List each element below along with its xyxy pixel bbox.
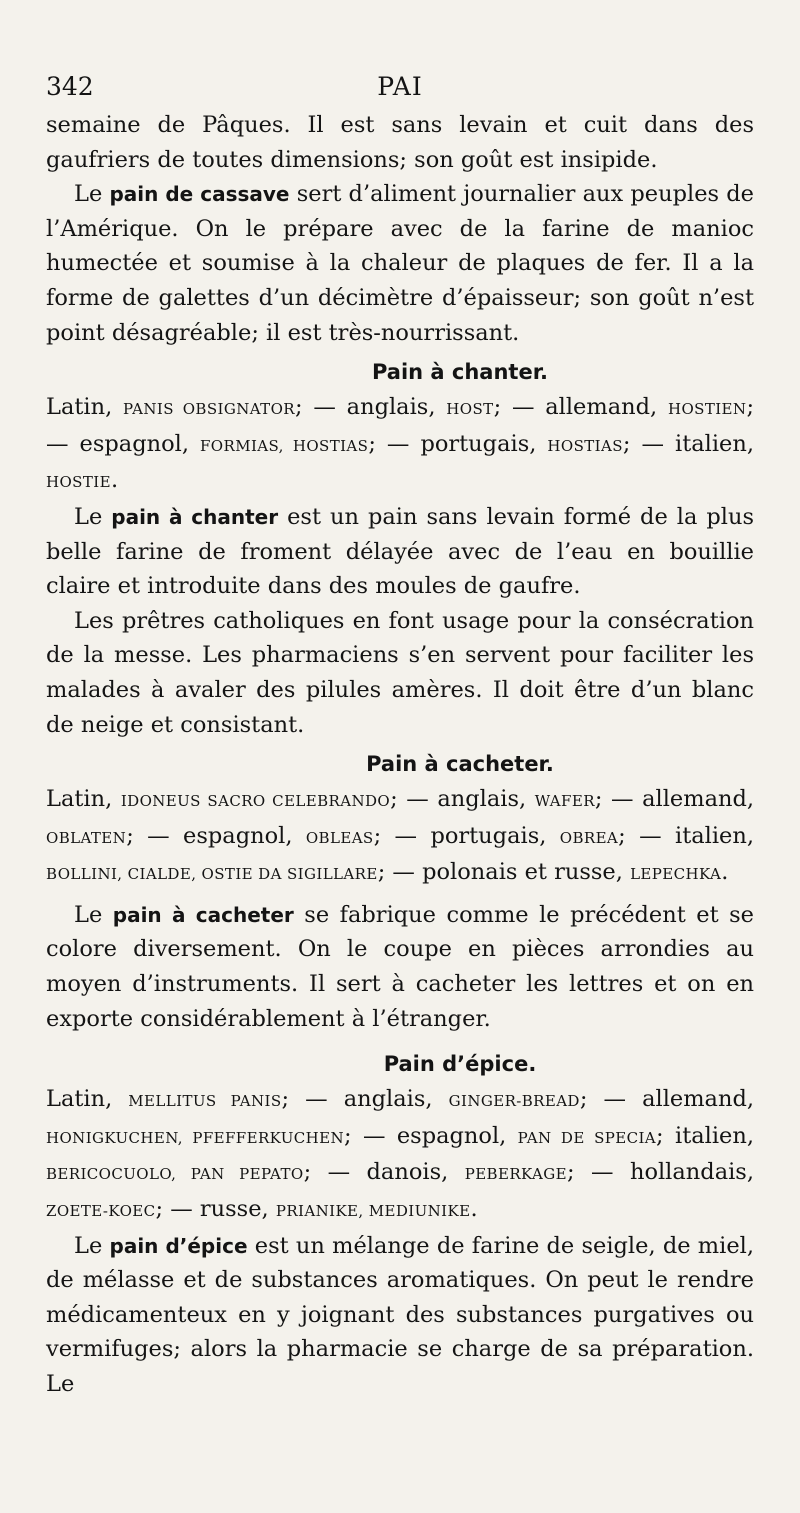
sep: ; —: [493, 394, 546, 421]
lang-label: espagnol,: [183, 822, 306, 849]
sep: ; —: [390, 786, 438, 813]
sep: ; —: [294, 394, 347, 421]
spacer: [46, 1036, 754, 1042]
sep: ; —: [567, 1159, 630, 1186]
term-pain-a-chanter: pain à chanter: [111, 504, 279, 529]
term-cassave: pain de cassave: [109, 182, 290, 207]
sep: ; —: [344, 1122, 397, 1149]
names-pain-a-cacheter: [46, 782, 754, 892]
lang-label: italien,: [675, 1122, 755, 1149]
term: MELLITUS PANIS: [128, 1092, 282, 1111]
lang-label: espagnol,: [79, 430, 200, 457]
lang-label: Latin,: [46, 786, 121, 813]
sep: ; —: [281, 1086, 344, 1113]
sep: .: [470, 1196, 478, 1223]
term: HOSTIEN: [667, 400, 747, 419]
lang-label: portugais,: [430, 822, 560, 849]
lang-label: danois,: [366, 1159, 465, 1186]
term: HOST: [446, 400, 494, 419]
sep: ; —: [373, 822, 431, 849]
sep: ;: [656, 1122, 675, 1149]
sep: ; —: [126, 822, 184, 849]
sep: .: [721, 859, 729, 886]
heading-pain-a-chanter: Pain à chanter.: [371, 360, 549, 385]
lang-label: russe,: [199, 1196, 276, 1223]
lang-label: anglais,: [437, 786, 535, 813]
sep: ; —: [579, 1086, 643, 1113]
sep: ; —: [303, 1159, 367, 1186]
sep: ; —: [155, 1196, 200, 1223]
term: PEBERKAGE: [464, 1165, 567, 1184]
paragraph-epice-1: [46, 1229, 754, 1402]
paragraph-chanter-1: [46, 500, 754, 604]
term-pain-d-epice: pain d’épice: [109, 1233, 248, 1258]
lang-label: allemand,: [642, 1086, 754, 1113]
lang-label: anglais,: [346, 394, 447, 421]
lang-label: italien,: [675, 822, 755, 849]
term: IDONEUS SACRO CELEBRANDO: [120, 792, 391, 811]
term: PANIS OBSIGNATOR: [123, 400, 295, 419]
heading-pain-d-epice: Pain d’épice.: [383, 1052, 537, 1077]
lang-label: allemand,: [545, 394, 668, 421]
text-span: sert d’aliment journalier aux peuples de l’Amérique. On le prépare avec de la farine de manioc humectée et soumise à la chaleur de plaques de fer. Il a la forme de galettes d’un décimètre d’épaisseur; son goût n’est point désagréable; il est très-nourrissant.: [46, 181, 754, 346]
heading-pain-a-cacheter: Pain à cacheter.: [366, 752, 554, 777]
term: FORMIAS, HOSTIAS: [200, 436, 369, 455]
term: PRIANIKE, MEDIUNIKE: [275, 1202, 471, 1221]
lang-label: portugais,: [420, 430, 548, 457]
term: LEPECHKA: [630, 865, 722, 884]
running-title: PAI: [377, 72, 423, 101]
paragraph-cassave: [46, 177, 754, 350]
sep: .: [110, 467, 119, 494]
term: HOSTIAS: [547, 436, 623, 455]
lang-label: Latin,: [46, 394, 124, 421]
term: HONIGKUCHEN, PFEFFERKUCHEN: [46, 1128, 345, 1147]
term: PAN DE SPECIA: [517, 1128, 657, 1147]
sep: ; —: [377, 859, 423, 886]
page-number: 342: [46, 72, 94, 101]
paragraph-paques: semaine de Pâques. Il est sans levain et cuit dans des gaufriers de toutes dimensions; son goût est insipide.: [46, 112, 754, 173]
term: OBLATEN: [46, 828, 127, 847]
term: GINGER-BREAD: [448, 1092, 580, 1111]
sep: ; —: [46, 394, 755, 457]
term: WAFER: [534, 792, 595, 811]
text-span: est un pain sans levain formé de la plus belle farine de froment délayée avec de l’eau en bouillie claire et introduite dans des moules de gaufre.: [46, 503, 754, 600]
term: BERICOCUOLO, PAN PEPATO: [46, 1165, 304, 1184]
text-span: Le: [74, 901, 113, 928]
term: OBREA: [559, 828, 619, 847]
text-span: est un mélange de farine de seigle, de miel, de mélasse et de substances aromatiques. On peut le rendre médicamenteux en y joignant des substances purgatives ou vermifuges; alors la pharmacie se charge de sa préparation. Le: [46, 1232, 754, 1397]
term: OBLEAS: [305, 828, 374, 847]
lang-label: allemand,: [642, 786, 755, 813]
text-span: Le: [74, 1232, 110, 1259]
lang-label: hollandais,: [629, 1159, 754, 1186]
lang-label: Latin,: [46, 1086, 129, 1113]
lang-label: polonais et russe,: [422, 859, 631, 886]
paragraph-cacheter-1: [46, 898, 754, 1036]
text-span: se fabrique comme le précédent et se colore diversement. On le coupe en pièces arrondies au moyen d’instruments. Il sert à cacheter les lettres et on en exporte considérablement à l’étranger.: [46, 901, 754, 1032]
names-pain-a-chanter: [46, 390, 754, 500]
lang-label: italien,: [675, 430, 755, 457]
running-head: [46, 64, 754, 108]
sep: ; —: [622, 430, 675, 457]
text-span: Le: [74, 503, 112, 530]
term: ZOETE-KOEC: [46, 1202, 156, 1221]
lang-label: espagnol,: [396, 1122, 518, 1149]
sep: ; —: [594, 786, 643, 813]
names-pain-d-epice: [46, 1082, 754, 1228]
lang-label: anglais,: [343, 1086, 449, 1113]
paragraph-chanter-2: Les prêtres catholiques en font usage pour la consécration de la messe. Les pharmaciens s’en servent pour faciliter les malades à avaler des pilules amères. Il doit être d’un blanc de neige et consistant.: [46, 607, 754, 738]
sep: ; —: [368, 430, 421, 457]
term: BOLLINI, CIALDE, OSTIE DA SIGILLARE: [46, 865, 378, 884]
text-span: Le: [74, 181, 110, 208]
sep: ; —: [618, 822, 675, 849]
term: HOSTIE: [46, 473, 111, 492]
term-pain-a-cacheter: pain à cacheter: [112, 902, 294, 927]
